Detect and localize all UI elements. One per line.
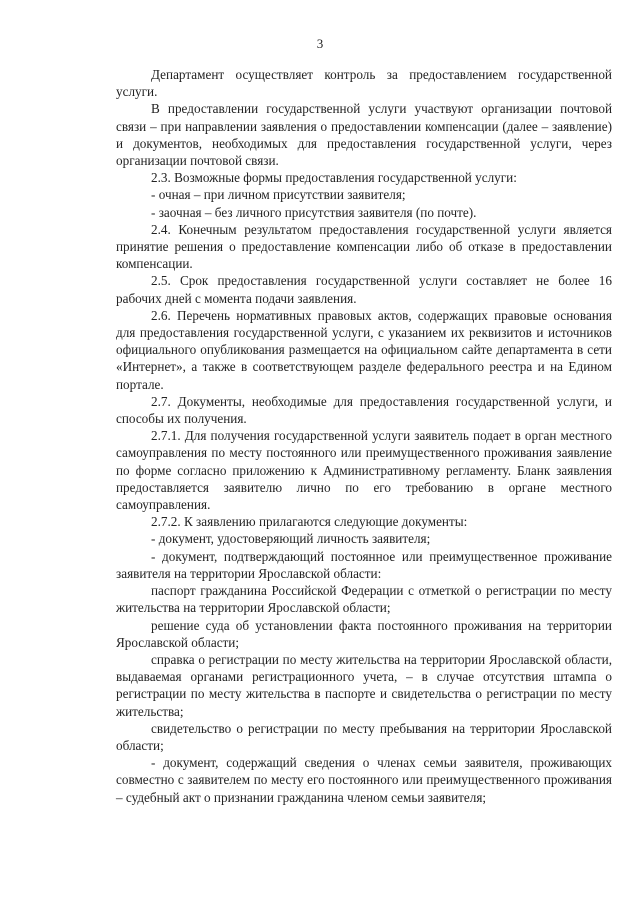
paragraph: - документ, содержащий сведения о членах семьи заявителя, проживающих совместно с заявителем по месту его постоянного или преимущественного проживания – судебный акт о признании гражданина членом семьи заявителя; [116,755,612,805]
paragraph: свидетельство о регистрации по месту пребывания на территории Ярославской области; [116,720,612,753]
paragraph: решение суда об установлении факта постоянного проживания на территории Ярославской области; [116,617,612,650]
paragraph: - документ, удостоверяющий личность заявителя; [151,531,431,547]
paragraph: 2.4. Конечным результатом предоставления государственной услуги является принятие решения о предоставление компенсации либо об отказе в предоставлении компенсации. [116,221,612,272]
paragraph: - документ, подтверждающий постоянное или преимущественное проживание заявителя на территории Ярославской области: [116,548,612,581]
paragraph: - заочная – без личного присутствия заявителя (по почте). [151,204,477,220]
paragraph: паспорт гражданина Российской Федерации с отметкой о регистрации по месту жительства на территории Ярославской области; [116,583,612,616]
paragraph: справка о регистрации по месту жительства на территории Ярославской области, выдаваемая органами регистрационного учета, – в случае отсутствия штампа о регистрации по месту жительства в паспорте и свидетельства о регистрации по месту жительства; [116,651,612,719]
paragraph: В предоставлении государственной услуги участвуют организации почтовой связи – при направлении заявления о предоставлении компенсации (далее – заявление) и документов, необходимых для предоставления государственной услуги, через организации почтовой связи. [116,101,612,169]
paragraph: 2.7.1. Для получения государственной услуги заявитель подает в орган местного самоуправления по месту постоянного или преимущественного проживания заявление по форме согласно приложению к Административному регламенту. Бланк заявления предоставляется заявителю лично по его требованию в органе местного самоуправления. [116,428,612,513]
paragraph: 2.3. Возможные формы предоставления государственной услуги: [151,170,517,186]
paragraph: 2.7. Документы, необходимые для предоставления государственной услуги, и способы их получения. [116,393,612,427]
paragraph: Департамент осуществляет контроль за предоставлением государственной услуги. [116,67,612,100]
paragraph: 2.6. Перечень нормативных правовых актов, содержащих правовые основания для предоставления государственной услуги, с указанием их реквизитов и источников официального опубликования размещается на официальном сайте департамента в сети «Интернет», а также в соответствующем разделе федерального реестра и на Едином портале. [116,307,612,392]
paragraph: 2.5. Срок предоставления государственной услуги составляет не более 16 рабочих дней с момента подачи заявления. [116,273,612,306]
paragraph: - очная – при личном присутствии заявителя; [151,187,406,203]
page-number: 3 [316,36,324,51]
paragraph: 2.7.2. К заявлению прилагаются следующие документы: [151,514,468,530]
document-body [116,66,612,806]
